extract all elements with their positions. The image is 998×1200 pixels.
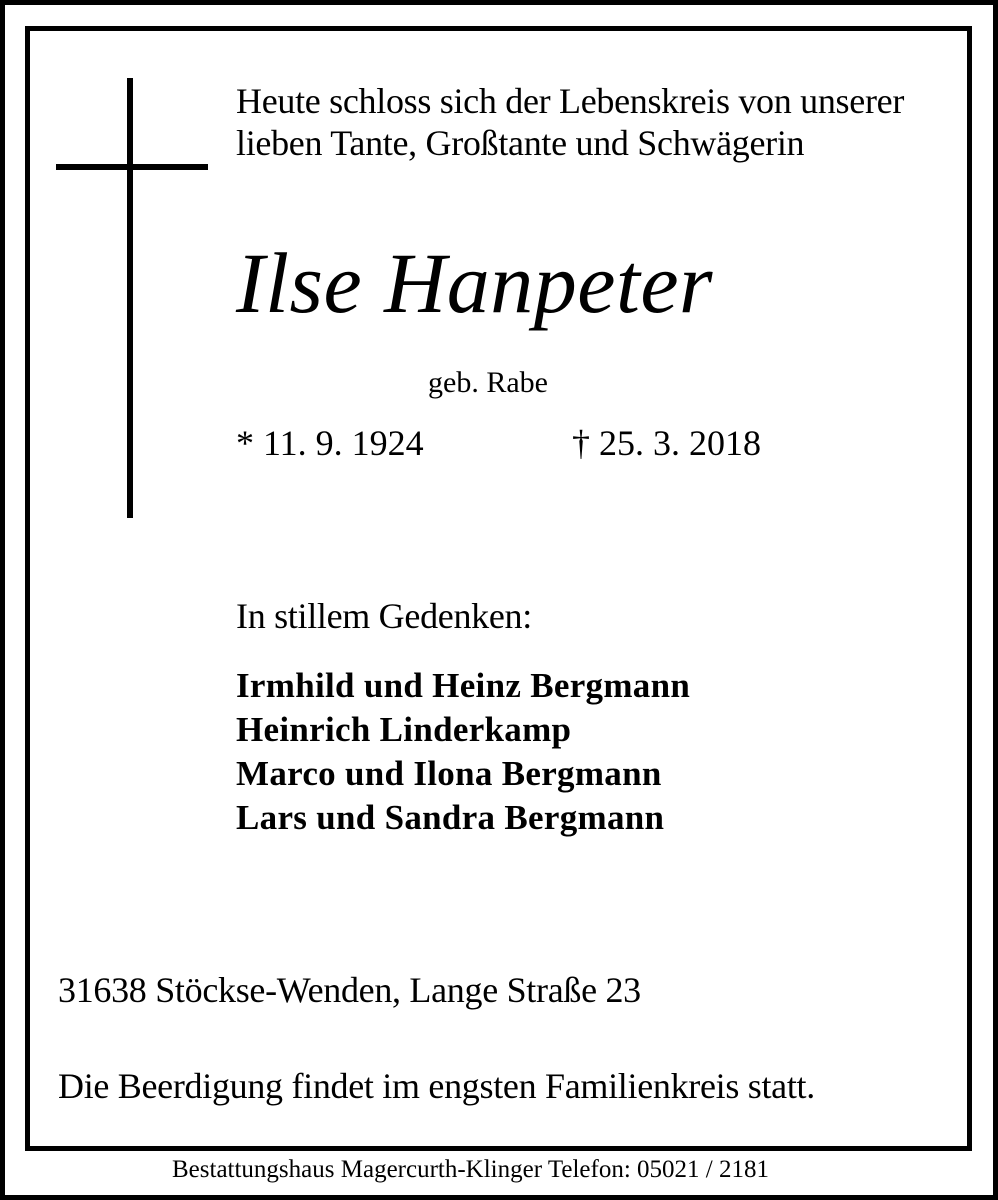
memory-heading: In stillem Gedenken: bbox=[236, 596, 532, 636]
maiden-name: geb. Rabe bbox=[428, 366, 548, 399]
death-date: † 25. 3. 2018 bbox=[572, 423, 761, 463]
funeral-note: Die Beerdigung findet im engsten Familienkreis statt. bbox=[58, 1066, 815, 1106]
mourner-name: Heinrich Linderkamp bbox=[236, 710, 572, 749]
mourner-name: Marco und Ilona Bergmann bbox=[236, 754, 662, 793]
address: 31638 Stöckse-Wenden, Lange Straße 23 bbox=[58, 970, 641, 1010]
mourner-name: Irmhild und Heinz Bergmann bbox=[236, 666, 691, 705]
cross-icon-crossbar bbox=[56, 164, 208, 170]
mourner-name: Lars und Sandra Bergmann bbox=[236, 798, 665, 837]
cross-icon bbox=[127, 78, 133, 518]
intro-line-2: lieben Tante, Großtante und Schwägerin bbox=[236, 123, 805, 163]
deceased-name: Ilse Hanpeter bbox=[236, 235, 713, 331]
mourner-list bbox=[236, 664, 690, 840]
funeral-home-footer: Bestattungshaus Magercurth-Klinger Telefon: 05021 / 2181 bbox=[168, 1153, 773, 1187]
intro-text bbox=[236, 80, 904, 164]
birth-date: * 11. 9. 1924 bbox=[236, 423, 424, 463]
intro-line-1: Heute schloss sich der Lebenskreis von unserer bbox=[236, 81, 905, 121]
